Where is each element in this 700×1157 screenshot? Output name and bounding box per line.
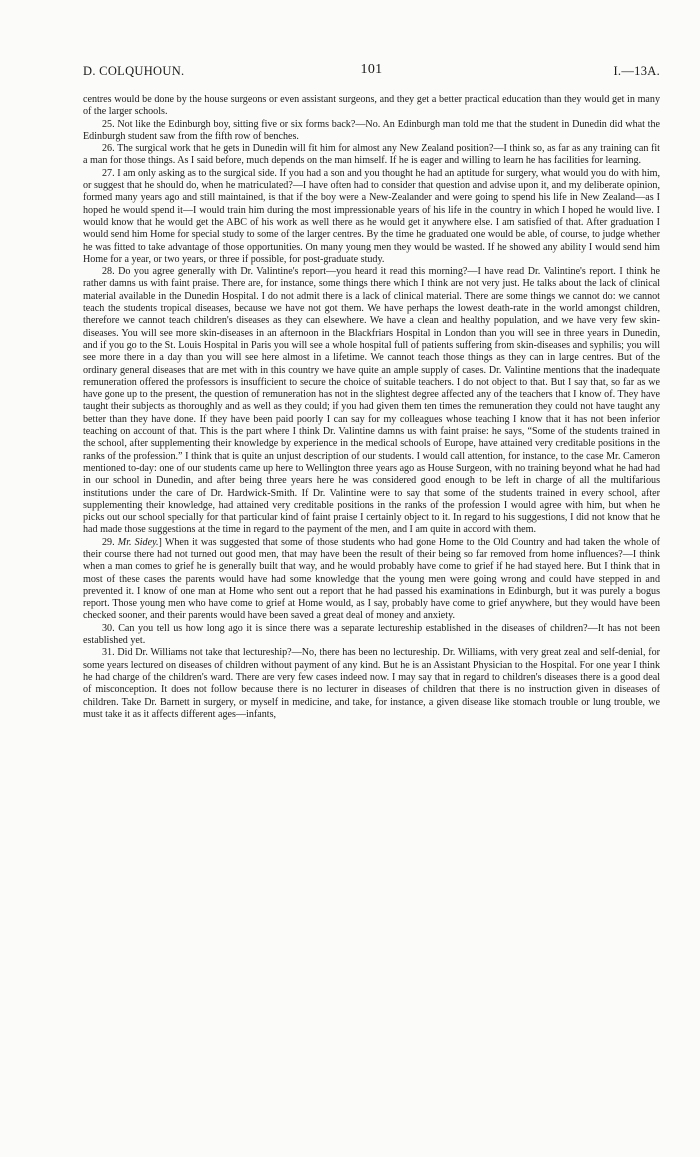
header-witness-name: D. COLQUHOUN. bbox=[83, 64, 185, 78]
page-number: 101 bbox=[360, 62, 383, 77]
speaker-mr-sidey: Mr. Sidey. bbox=[117, 536, 159, 548]
page-header bbox=[83, 64, 660, 80]
paragraph-question-26: 26. The surgical work that he gets in Dunedin will fit him for almost any New Zealand position?—I think so, as far as any training can fit a man for those things. As I said before, much depends on the man himself. If he is eager and willing to learn he has facilities for learning. bbox=[83, 143, 660, 167]
paragraph-question-29: 29. Mr. Sidey.] When it was suggested that some of those students who had gone Home to the Old Country and had taken the whole of their course there had not turned out good men, that may have been the result of their being so far removed from home influences?—I think when a man comes to grief he is generally built that way, and he would probably have come to grief if he had stayed here. But I think that in most of these cases the parents would have had some knowledge that the young men were going wrong and could have stepped in and prevented it. I know of one man at Home who sent out a report that he had passed his examinations in Edinburgh, but it was purely a bogus report. Those young men who have come to grief at Home would, as I say, probably have come to grief anywhere, but they would have been checked sooner, and their parents would have been saved a great deal of money and anxiety. bbox=[83, 536, 660, 622]
paragraph-question-28: 28. Do you agree generally with Dr. Valintine's report—you heard it read this morning?—I have read Dr. Valintine's report. I think he rather damns us with faint praise. There are, for instance, some things there which I think are not very just. He talks about the lack of clinical material available in the Dunedin Hospital. I do not admit there is a lack of clinical material. There are some things we cannot do: we cannot teach the students tropical diseases, because we have not got them. We have perhaps the lowest death-rate in the world amongst children, therefore we cannot teach children's diseases as they can elsewhere. We have a clean and healthy population, and we have very few skin-diseases. You will see more skin-diseases in an afternoon in the Blackfriars Hospital in London than you will see in three years in Dunedin, and if you go to the St. Louis Hospital in Paris you will see a whole hospital full of patients suffering from skin-diseases and syphilis; you will see more there in a day than you will see here almost in a lifetime. We cannot teach those things as they can in large centres. But of the ordinary general diseases that are met with in this country we have quite an ample supply of cases. Dr. Valintine mentions that the inadequate remuneration offered the professors is insufficient to secure the choice of suitable teachers. I do not object to that. But I say that, so far as we have gone up to the present, the question of remuneration has not in the slightest degree affected any of the teachers that I know of. They have taught their subjects as thoroughly and as well as they could; if you had given them ten times the remuneration they could not have taught any better than they have done. If they have been paid poorly I can say for my colleagues whose teaching I know that it has not been inferior teaching on account of that. This is the part where I think Dr. Valintine damns us with faint praise: he says, “Some of the students trained in the school, after supplementing their knowledge by experience in the medical schools of Europe, have attained very creditable positions in the ranks of the profession.” I think that is quite an unjust description of our students. I would call attention, for instance, to the case Mr. Cameron mentioned to-day: one of our students came up here to Wellington three years ago as House Surgeon, with no training beyond what he had had in our school in Dunedin, and after being three years here he was considered good enough to be left in charge of all the multifarious institutions under the care of Dr. Hardwick-Smith. If Dr. Valintine were to say that some of the students trained in every school, after supplementing their knowledge, had attained very creditable positions in the ranks of the profession I would agree with him, but when he picks out our school specially for that particular kind of faint praise I certainly object to it. In regard to his suggestions, I did not know that he had made those suggestions at the time in regard to the payment of the men, and I am quite in accord with them. bbox=[83, 266, 660, 536]
paragraph-continuation: centres would be done by the house surgeons or even assistant surgeons, and they get a better practical education than they would get in many of the larger schools. bbox=[83, 94, 660, 118]
document-body bbox=[83, 94, 660, 1134]
paragraph-question-30: 30. Can you tell us how long ago it is since there was a separate lectureship established in the diseases of children?—It has not been established yet. bbox=[83, 622, 660, 647]
paragraph-question-27: 27. I am only asking as to the surgical side. If you had a son and you thought he had an aptitude for surgery, what would you do with him, or suggest that he should do, when he matriculated?—I have often had to consider that question and advise upon it, and my deliberate opinion, formed many years ago and still maintained, is that if the boy were a New-Zealander and were going to spend his life in New Zealand—as I hoped he would spend it—I would train him during the most impressionable years of his life in the country in which I hoped he would live. I would know that he would get the ABC of his work as well there as he would get it anywhere else. I am satisfied of that. After graduation I would send him Home for special study to some of the larger centres. By the time he graduated one would be able, of course, to judge whether he was fitted to take advantage of those opportunities. On many young men they would be wasted. If he showed any ability I would send him Home for a year, or two years, or three if possible, for post-graduate study. bbox=[83, 167, 660, 265]
paragraph-question-25: 25. Not like the Edinburgh boy, sitting five or six forms back?—No. An Edinburgh man told me that the student in Dunedin did what the Edinburgh student saw from the fifth row of benches. bbox=[83, 118, 660, 142]
paragraph-question-31: 31. Did Dr. Williams not take that lectureship?—No, there has been no lectureship. Dr. Williams, with very great zeal and self-denial, for some years lectured on diseases of children without payment of any kind. But he is an Assistant Physician to the Hospital. For one year I think he had charge of the children's ward. There are very few cases indeed now. I may say that in regard to children's diseases there is a good deal of misconception. It does not follow because there is no lecturer in diseases of children that there is no instruction given in diseases of children. Take Dr. Barnett in surgery, or myself in medicine, and take, for instance, a given disease like stomach trouble or lung trouble, we must take it as it affects different ages—infants, bbox=[83, 647, 660, 720]
header-paper-reference: I.—13A. bbox=[613, 64, 660, 78]
